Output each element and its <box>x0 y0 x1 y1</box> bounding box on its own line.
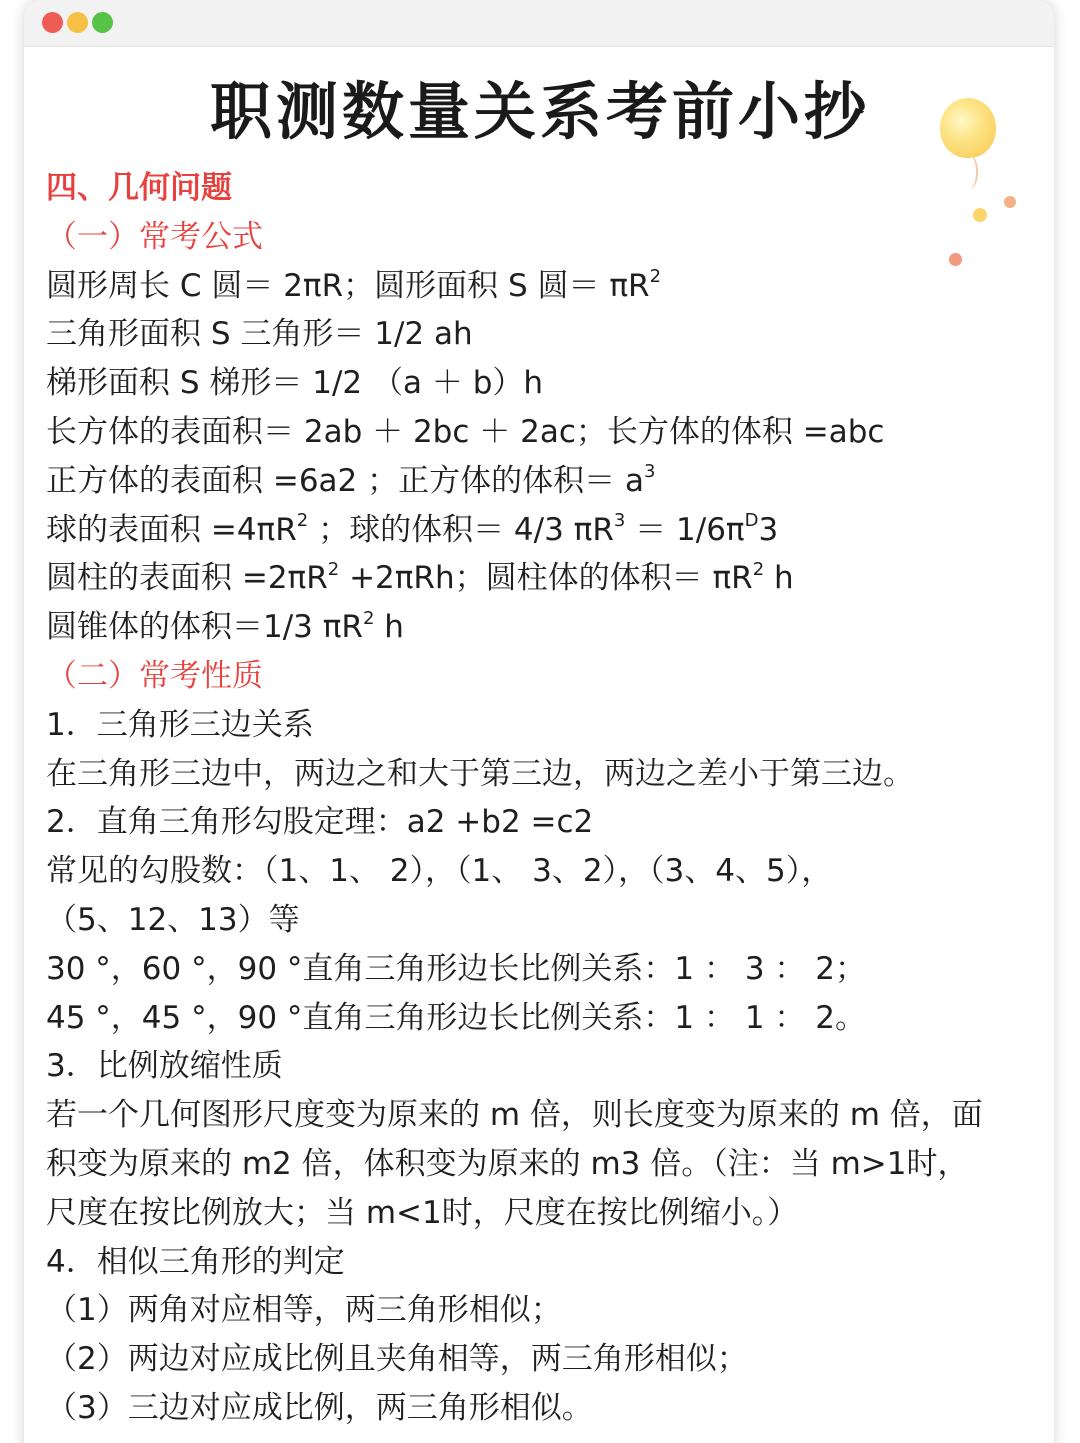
formula-line-cone: 圆锥体的体积＝1/3 $\pi R^2$ h <box>46 607 404 646</box>
maximize-button[interactable] <box>92 12 113 33</box>
subsection-heading-properties: （二）常考性质 <box>46 657 263 694</box>
balloon-icon <box>940 98 996 158</box>
window-titlebar <box>24 0 1054 47</box>
property-line: 若一个几何图形尺度变为原来的 m 倍，则长度变为原来的 m 倍，面 <box>46 1097 983 1134</box>
formula-line: 正方体的表面积 =6a2 ；正方体的体积＝ $a^3$ <box>46 461 656 499</box>
formula-line: 圆形周长 C 圆＝ 2πR；圆形面积 S 圆＝ $\pi R^2$ <box>46 266 662 304</box>
property-line: （5、12、13）等 <box>46 901 300 938</box>
formula-line-cylinder: 圆柱的表面积 $=2\pi R^2 +2\pi Rh$；圆柱体的体积＝ $\pi R^2$ h <box>46 559 794 597</box>
formula-line: 长方体的表面积＝ 2ab ＋ 2bc ＋ 2ac；长方体的体积 =abc <box>46 413 885 450</box>
property-line: 1．三角形三边关系 <box>46 706 314 743</box>
property-line: 45 °，45 °，90 °直角三角形边长比例关系：1 ： 1 ： 2。 <box>46 999 866 1036</box>
minimize-button[interactable] <box>67 12 88 33</box>
property-line: （2）两边对应成比例且夹角相等，两三角形相似； <box>46 1341 748 1378</box>
subsection-heading-formulas: （一）常考公式 <box>46 218 263 255</box>
formula-line-sphere: 球的表面积 $=4\pi R^2$ ；球的体积＝ 4/3 $\pi R^3 = 1/6\pi^D3$ <box>46 510 779 548</box>
property-line: （1）两角对应相等，两三角形相似； <box>46 1292 562 1329</box>
property-line: 常见的勾股数：（1、1、 2），（1、 3、2），（3、4、5）， <box>46 853 833 890</box>
property-line: （3）三边对应成比例，两三角形相似。 <box>46 1389 593 1426</box>
page-title: 职测数量关系考前小抄 <box>209 75 870 148</box>
property-line: 在三角形三边中，两边之和大于第三边，两边之差小于第三边。 <box>46 755 914 792</box>
property-line: 4．相似三角形的判定 <box>46 1243 345 1280</box>
property-line: 尺度在按比例放大；当 m<1时，尺度在按比例缩小。） <box>46 1194 799 1231</box>
document-body <box>46 164 1036 1433</box>
property-line: 3．比例放缩性质 <box>46 1048 283 1085</box>
property-line: 30 °，60 °，90 °直角三角形边长比例关系：1 ： 3 ： 2； <box>46 950 866 987</box>
section-heading: 四、几何问题 <box>46 170 232 206</box>
property-line: 积变为原来的 m2 倍，体积变为原来的 m3 倍。（注：当 m>1时， <box>46 1145 969 1182</box>
formula-line: 三角形面积 S 三角形＝ 1/2 ah <box>46 316 473 353</box>
close-button[interactable] <box>42 12 63 33</box>
property-line: 2．直角三角形勾股定理：a2 +b2 =c2 <box>46 804 594 841</box>
formula-line: 梯形面积 S 梯形＝ 1/2 （a ＋ b）h <box>46 365 544 402</box>
